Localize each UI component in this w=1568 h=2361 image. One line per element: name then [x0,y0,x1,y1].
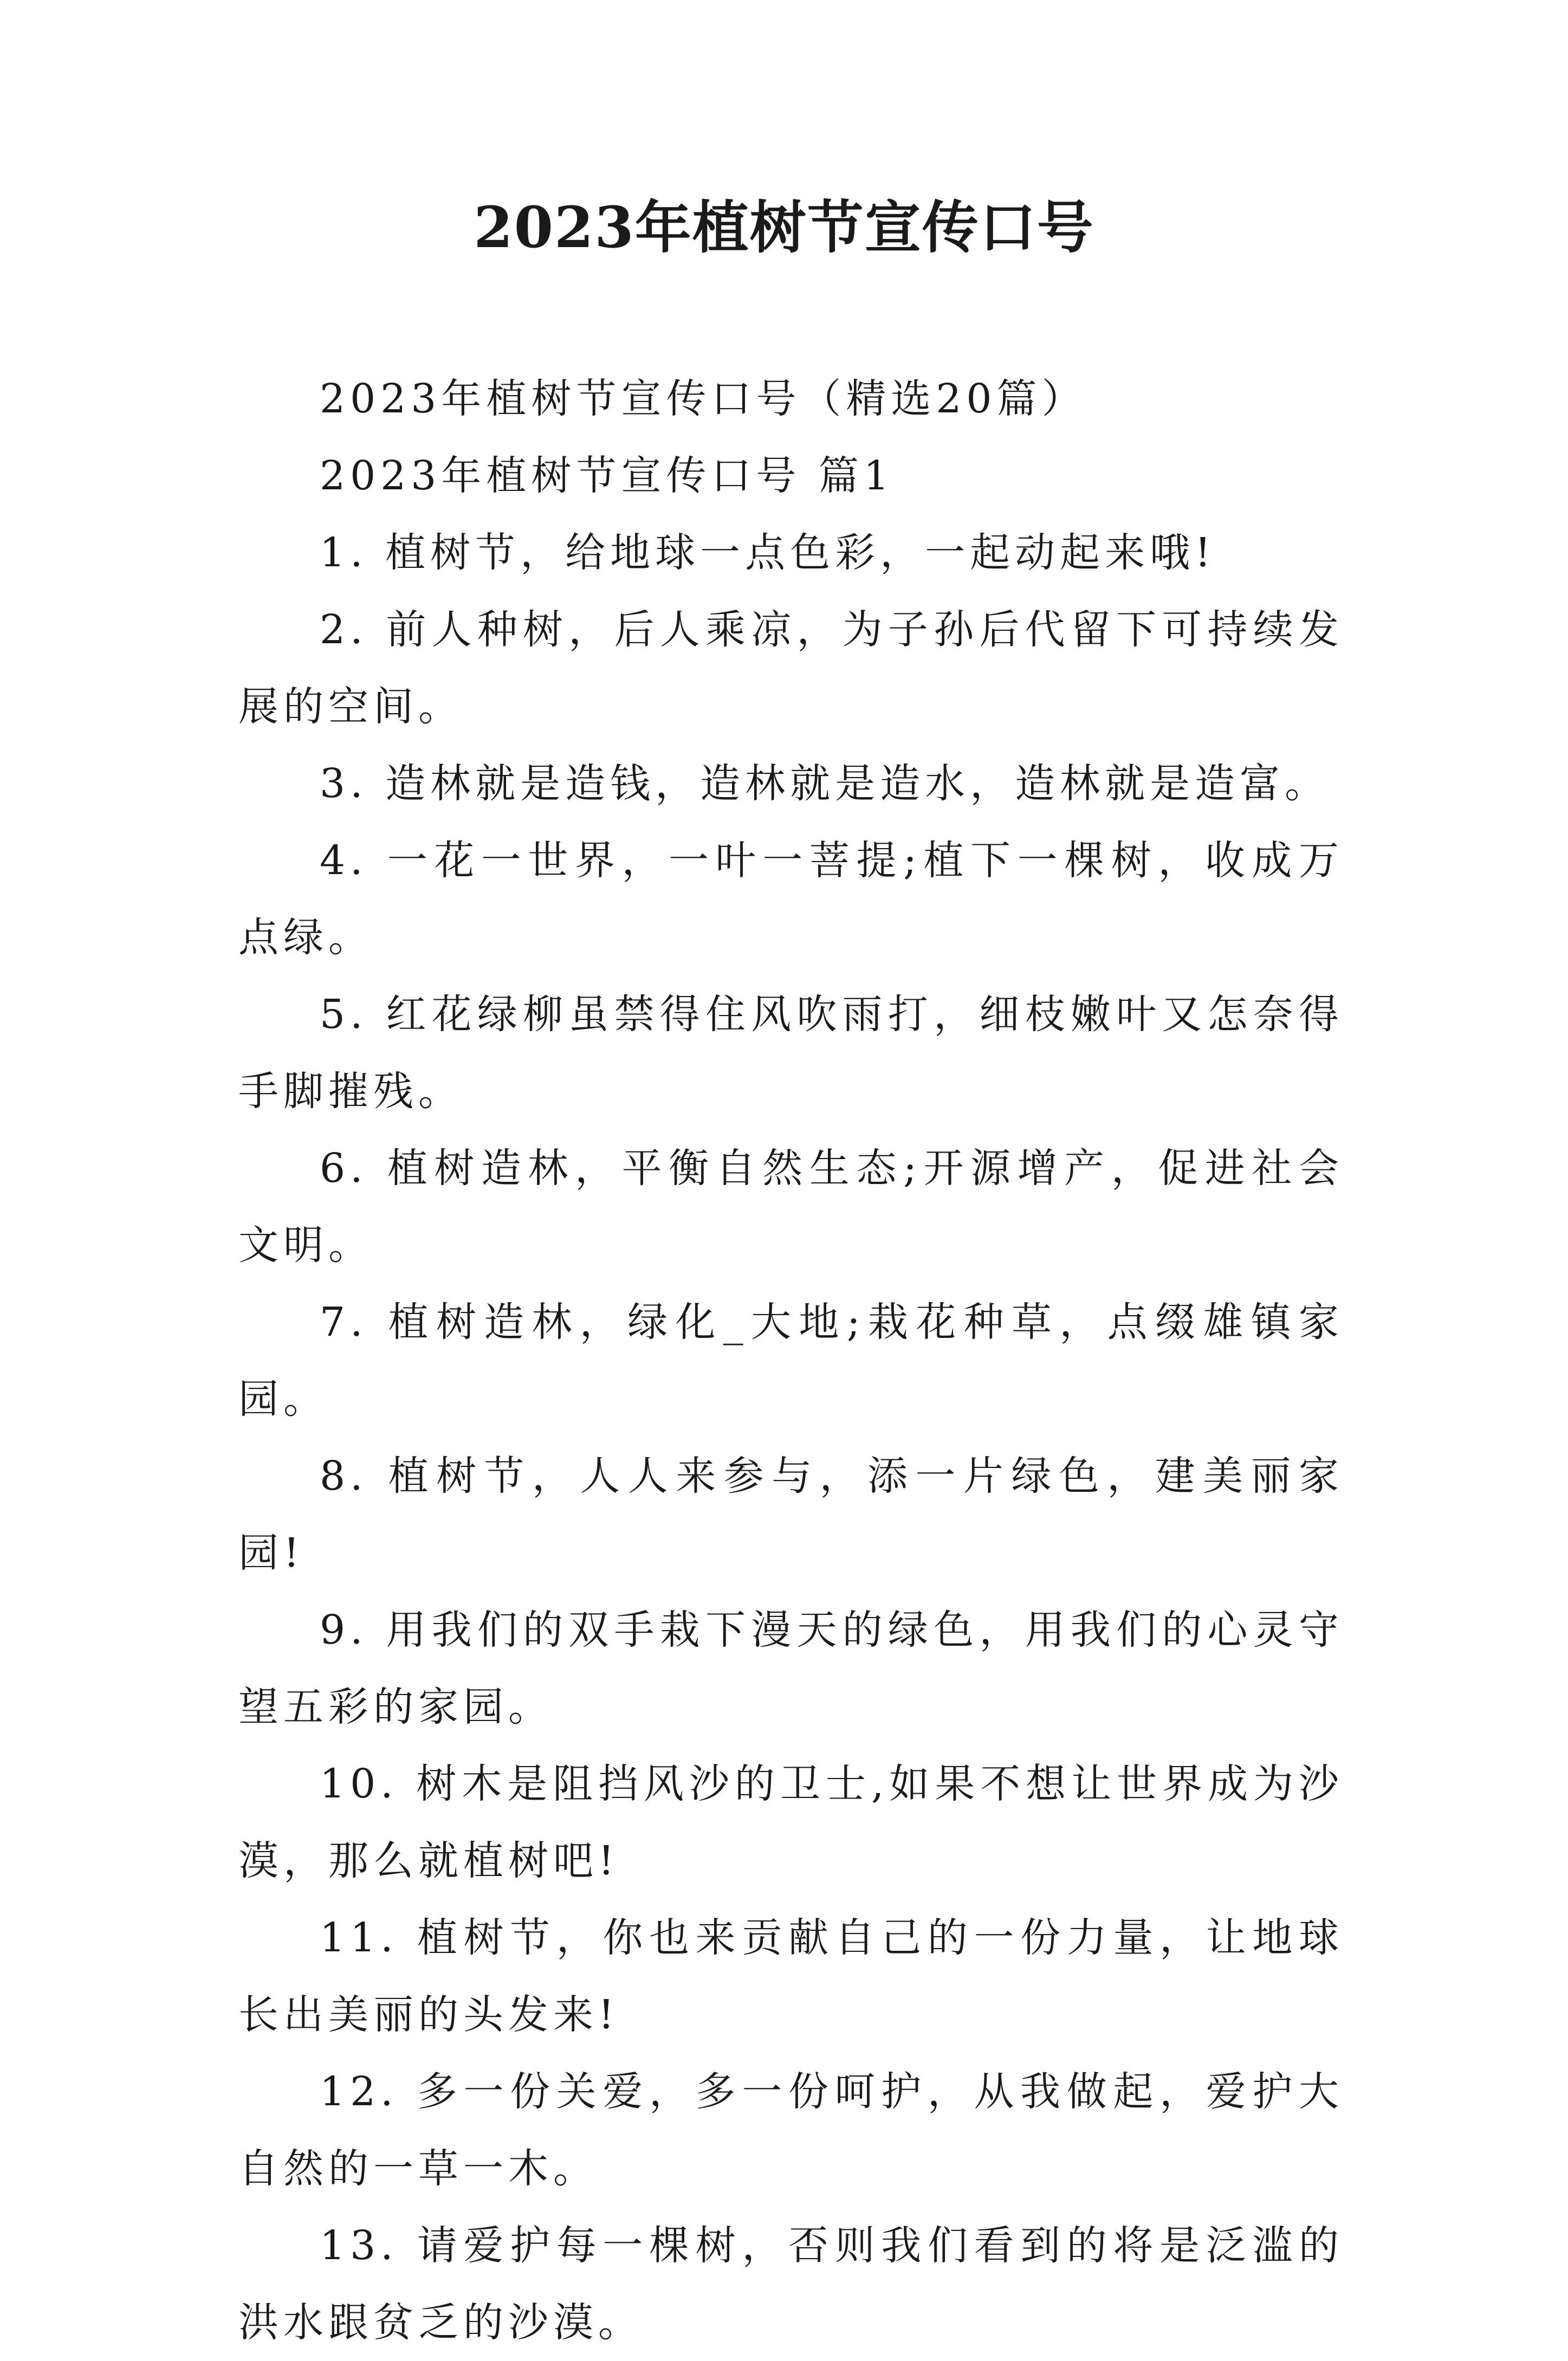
document-title: 2023年植树节宣传口号 [474,194,1094,261]
slogan-item-3: 3. 造林就是造钱，造林就是造水，造林就是造富。 [320,760,1330,807]
slogan-item-11: 11. 植树节，你也来贡献自己的一份力量，让地球长出美丽的头发来! [238,1914,1344,2038]
slogan-item-8: 8. 植树节，人人来参与，添一片绿色，建美丽家园! [238,1453,1344,1576]
subtitle-paragraph: 2023年植树节宣传口号（精选20篇） [320,376,1087,422]
section-heading: 2023年植树节宣传口号 篇1 [320,452,894,499]
slogan-item-4: 4. 一花一世界，一叶一菩提;植下一棵树，收成万点绿。 [238,837,1344,961]
slogan-item-1: 1. 植树节，给地球一点色彩，一起动起来哦! [320,529,1216,576]
slogan-item-10: 10. 树木是阻挡风沙的卫士,如果不想让世界成为沙漠，那么就植树吧! [238,1761,1344,1884]
slogan-item-7: 7. 植树造林，绿化_大地;栽花种草，点缀雄镇家园。 [238,1299,1344,1422]
slogan-item-13: 13. 请爱护每一棵树，否则我们看到的将是泛滥的洪水跟贫乏的沙漠。 [238,2222,1344,2346]
slogan-item-6: 6. 植树造林，平衡自然生态;开源增产，促进社会文明。 [238,1145,1344,1269]
slogan-item-2: 2. 前人种树，后人乘凉，为子孙后代留下可持续发展的空间。 [238,606,1344,730]
slogan-item-5: 5. 红花绿柳虽禁得住风吹雨打，细枝嫩叶又怎奈得手脚摧残。 [238,991,1344,1115]
slogan-item-12: 12. 多一份关爱，多一份呵护，从我做起，爱护大自然的一草一木。 [238,2068,1344,2192]
slogan-item-9: 9. 用我们的双手栽下漫天的绿色，用我们的心灵守望五彩的家园。 [238,1607,1344,1730]
document-body [238,360,1344,2361]
